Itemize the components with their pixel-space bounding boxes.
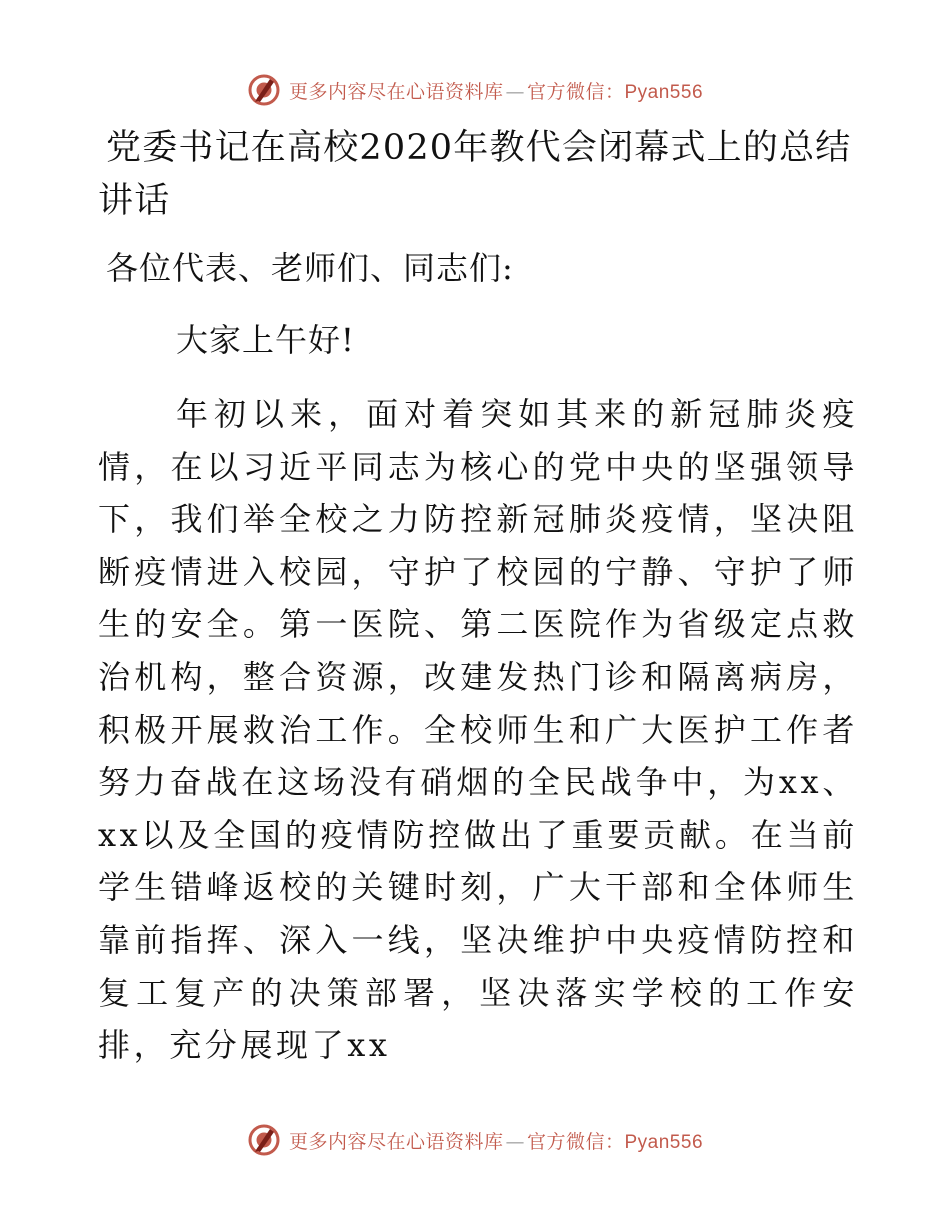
hello-line: 大家上午好! [176,321,355,359]
body-paragraph: 年初以来，面对着突如其来的新冠肺炎疫情，在以习近平同志为核心的党中央的坚强领导下，我们举全校之力防控新冠肺炎疫情，坚决阻断疫情进入校园，守护了校园的宁静、守护了师生的安全。第一医院、第二医院作为省级定点救治机构，整合资源，改建发热门诊和隔离病房，积极开展救治工作。全校师生和广大医护工作者努力奋战在这场没有硝烟的全民战争中，为xx、xx以及全国的疫情防控做出了重要贡献。在当前学生错峰返校的关键时刻，广大干部和全体师生靠前指挥、深入一线，坚决维护中央疫情防控和复工复产的决策部署，坚决落实学校的工作安排，充分展现了xx [98,395,858,1065]
watermark-wechat-label: 官方微信： [526,80,625,103]
watermark-text [289,77,703,104]
quill-logo-icon [247,73,281,107]
watermark-banner-top [0,70,950,110]
watermark-banner-bottom [0,1120,950,1160]
watermark-separator: — [505,80,525,103]
watermark-main-text: 更多内容尽在心语资料库 [288,1130,504,1153]
watermark-text [289,1127,703,1154]
watermark-wechat-label: 官方微信： [526,1130,625,1153]
watermark-main-text: 更多内容尽在心语资料库 [288,80,504,103]
watermark-wechat-id: Pyan556 [624,81,704,103]
quill-logo-icon [247,1123,281,1157]
greeting-line: 各位代表、老师们、同志们: [106,249,514,287]
document-title: 党委书记在高校2020年教代会闭幕式上的总结讲话 [98,128,852,221]
watermark-separator: — [505,1130,525,1153]
watermark-wechat-id: Pyan556 [624,1131,704,1153]
document-body [98,122,858,1072]
